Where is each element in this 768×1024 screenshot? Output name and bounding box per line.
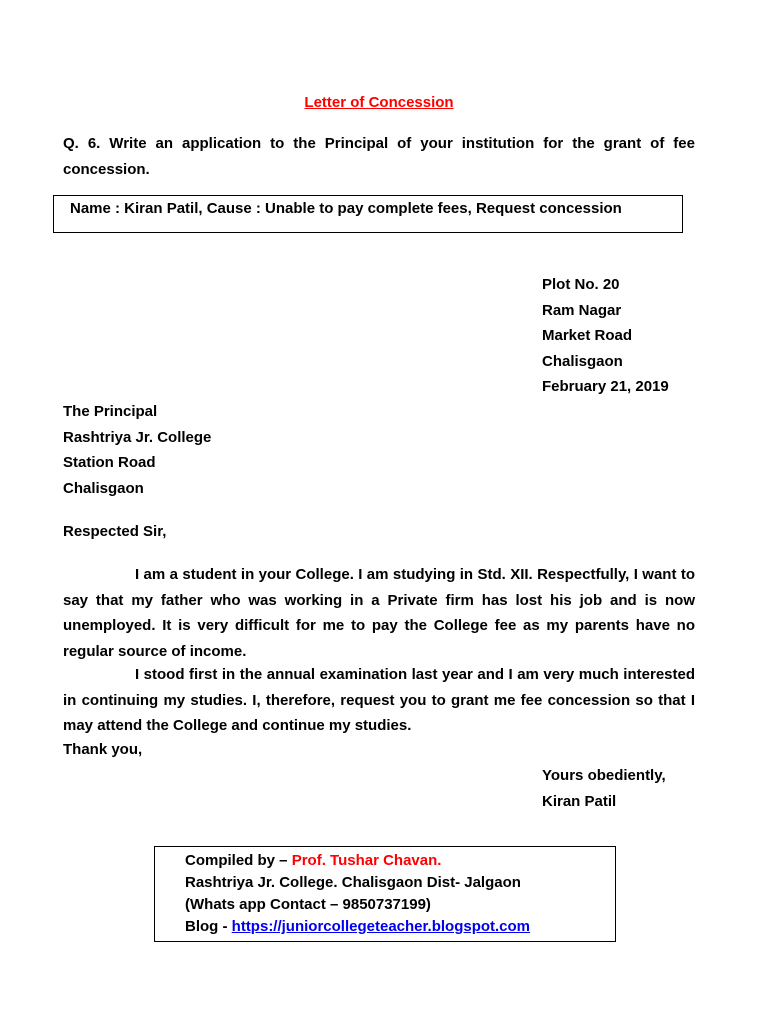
credits-text [185, 850, 530, 938]
recipient-address-line: Station Road [63, 454, 156, 471]
signature: Kiran Patil [542, 792, 617, 810]
compiled-by-line [185, 850, 530, 872]
blog-link[interactable]: https://juniorcollegeteacher.blogspot.com [231, 918, 531, 935]
closing-line: Yours obediently, [542, 767, 666, 784]
thanks-line: Thank you, [63, 741, 143, 758]
recipient-address-line: Chalisgaon [63, 479, 144, 497]
letter-date: February 21, 2019 [542, 378, 669, 395]
salutation: Respected Sir, [63, 523, 167, 540]
name-box-text: Name : Kiran Patil, Cause : Unable to pay complete fees, Request concession [70, 200, 622, 217]
compiler-name: Prof. Tushar Chavan. [291, 852, 442, 869]
sender-address-line: Chalisgaon [542, 352, 623, 370]
name-box [53, 195, 683, 233]
blog-label: Blog - [185, 918, 232, 935]
sender-address [542, 272, 669, 400]
recipient-address [63, 399, 211, 501]
compiled-by-label: Compiled by – [185, 852, 292, 869]
body-paragraph: I stood first in the annual examination last year and I am very much interested in continuing my studies. I, therefore, request you to grant me fee concession so that I may attend the College and continue my studies. [63, 666, 695, 734]
credits-box [154, 846, 616, 942]
page-title: Letter of Concession [304, 94, 454, 111]
blog-line [185, 916, 530, 938]
recipient-address-line: Rashtriya Jr. College [63, 428, 212, 446]
contact-line: (Whats app Contact – 9850737199) [185, 896, 431, 913]
closing-block [542, 763, 666, 814]
sender-address-line: Plot No. 20 [542, 276, 620, 293]
body-paragraph: I am a student in your College. I am studying in Std. XII. Respectfully, I want to say that my father who was working in a Private firm has lost his job and is now unemployed. It is very difficult for me to pay the College fee as my parents have no regular source of income. [63, 566, 695, 660]
question-text: Q. 6. Write an application to the Principal of your institution for the grant of fee concession. [63, 135, 695, 178]
sender-address-line: Market Road [542, 327, 633, 344]
recipient-address-line: The Principal [63, 403, 158, 420]
sender-address-line: Ram Nagar [542, 301, 622, 319]
college-line: Rashtriya Jr. College. Chalisgaon Dist- Jalgaon [185, 874, 521, 891]
